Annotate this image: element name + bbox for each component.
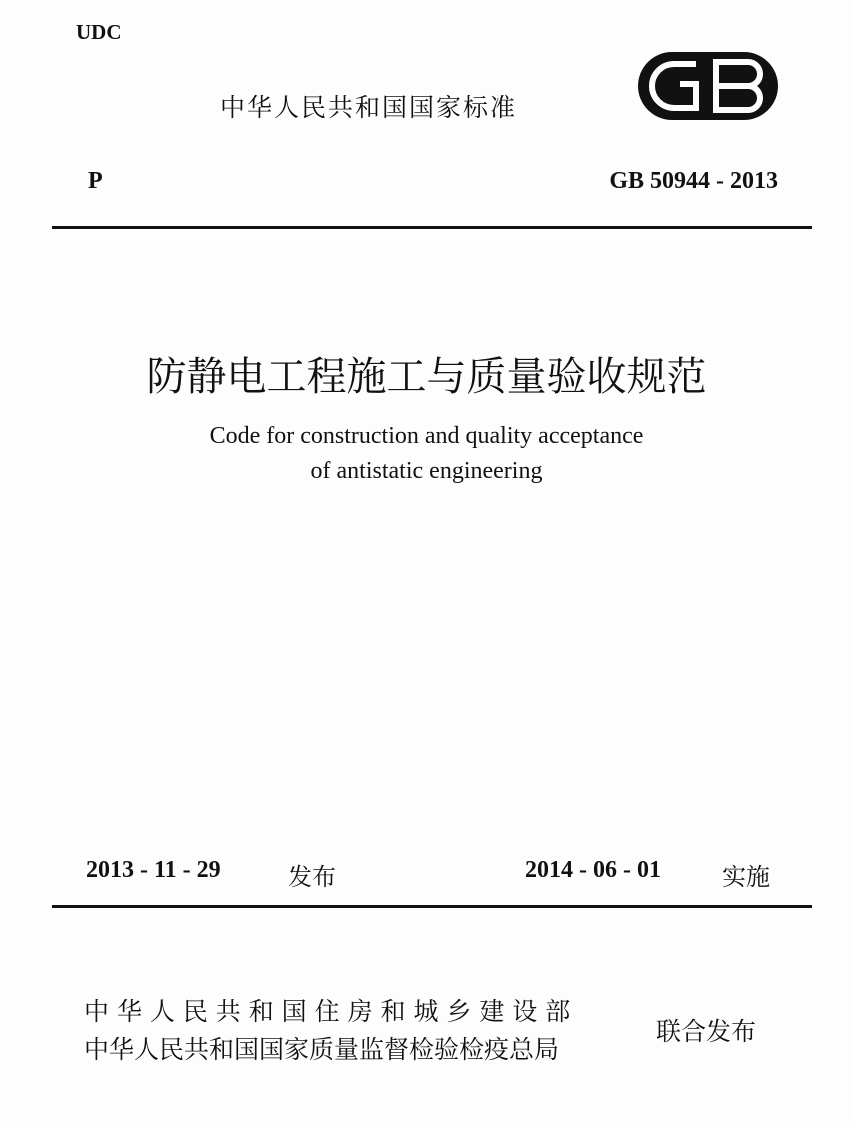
title-english-line1: Code for construction and quality acceptance [209, 423, 644, 449]
category-code: P [88, 168, 103, 194]
joint-issue-label: 联合发布 [656, 1017, 757, 1046]
effective-date: 2014 - 06 - 01 [525, 857, 661, 883]
udc-label: UDC [76, 20, 122, 44]
issuer-ministry-housing: 中 华 人 民 共 和 国 住 房 和 城 乡 建 设 部 [84, 997, 571, 1026]
bottom-rule [52, 905, 812, 908]
issuer-aqsiq: 中华人民共和国国家质量监督检验检疫总局 [84, 1035, 560, 1064]
gb-logo [636, 50, 780, 126]
issue-date: 2013 - 11 - 29 [86, 857, 221, 883]
title-chinese: 防静电工程施工与质量验收规范 [146, 354, 707, 399]
standard-type: 中华人民共和国国家标准 [220, 93, 518, 122]
effective-label: 实施 [722, 863, 770, 891]
top-rule [52, 226, 812, 229]
title-english-line2: of antistatic engineering [310, 458, 543, 484]
issue-label: 发布 [288, 863, 336, 891]
standard-number: GB 50944 - 2013 [609, 168, 778, 194]
